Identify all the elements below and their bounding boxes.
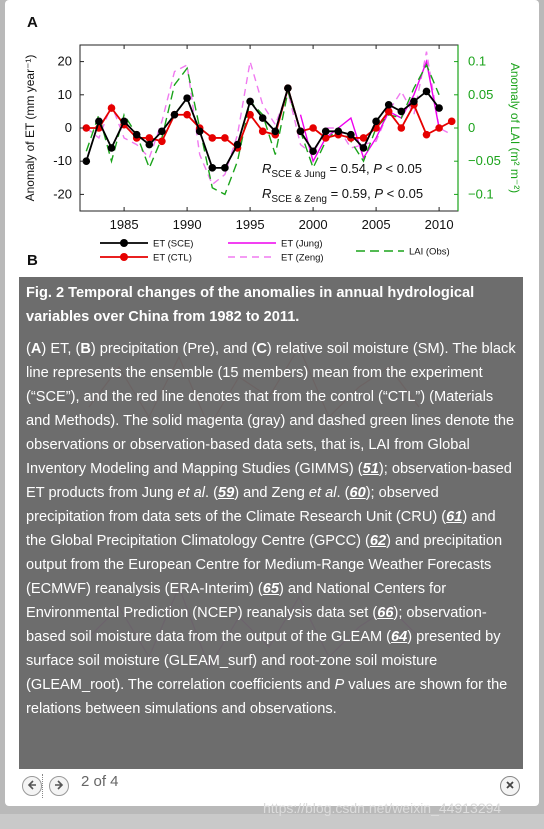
x-tick-label: 2000 bbox=[298, 217, 328, 232]
data-point bbox=[246, 98, 254, 106]
data-point bbox=[398, 124, 406, 132]
y-right-tick-label: 0 bbox=[468, 120, 476, 135]
y-right-tick-label: −0.1 bbox=[468, 186, 494, 202]
data-point bbox=[183, 111, 191, 119]
data-point bbox=[435, 104, 443, 112]
close-button[interactable] bbox=[500, 776, 520, 796]
legend-marker bbox=[120, 253, 128, 261]
correlation-annotation-jung: $R_{SCE \& Jung} = 0.54$, P < 0.05 bbox=[262, 161, 423, 180]
data-point bbox=[410, 98, 418, 106]
data-point bbox=[221, 164, 229, 172]
caption-title: Fig. 2 Temporal changes of the anomalies in annual hydrological variables over China from 1982 to 2011. bbox=[26, 285, 475, 325]
legend-label: LAI (Obs) bbox=[409, 246, 450, 258]
et-lai-chart bbox=[0, 0, 544, 270]
x-tick-label: 1995 bbox=[235, 217, 265, 232]
caption-body: (A) ET, (B) precipitation (Pre), and (C) relative soil moisture (SM). The black line represents the ensemble (15 members) mean from the experiment (“SCE”), and the red line denotes that from the control (“CTL”) (Materials and Methods). The solid magenta (gray) and dashed green lines denote the observations or observation-based data sets, that is, LAI from Global Inventory Modeling and Mapping Studies (GIMMS) (51); observation-based ET products from Jung et al. (59) and Zeng et al. (60); observed precipitation from data sets of the Climate Research Unit (CRU) (61) and the Global Precipitation Climatology Centre (GPCC) (62) and precipitation output from the European Centre for Medium-Range Weather Forecasts (ECMWF) reanalysis (ERA-Interim) (65) and National Centers for Environmental Prediction (NCEP) reanalysis data set (66); observation-based soil moisture data from the output of the GLEAM (64) presented by surface soil moisture (GLEAM_surf) and root-zone soil moisture (GLEAM_root). The correlation coefficients and P values are shown for the relations between simulations and observations. bbox=[26, 341, 516, 717]
legend-label: ET (Jung) bbox=[281, 238, 323, 250]
y-left-tick-label: -10 bbox=[53, 153, 72, 169]
data-point bbox=[335, 128, 343, 136]
y-left-tick-label: -20 bbox=[53, 186, 72, 202]
data-point bbox=[259, 114, 267, 122]
data-point bbox=[120, 118, 128, 126]
arrow-right-icon bbox=[54, 781, 64, 793]
data-point bbox=[398, 108, 406, 116]
data-point bbox=[196, 128, 204, 136]
data-point bbox=[158, 137, 166, 145]
legend-label: ET (Zeng) bbox=[281, 252, 324, 264]
data-point bbox=[347, 131, 355, 139]
figure-caption-overlay bbox=[19, 277, 523, 769]
panel-a-label: A bbox=[27, 14, 38, 31]
x-tick-label: 2010 bbox=[424, 217, 454, 232]
x-tick-label: 1990 bbox=[172, 217, 202, 232]
data-point bbox=[372, 118, 380, 126]
watermark-url: https://blog.csdn.net/weixin_44913294 bbox=[263, 800, 502, 816]
data-point bbox=[435, 124, 443, 132]
data-point bbox=[309, 124, 317, 132]
data-point bbox=[284, 84, 292, 92]
data-point bbox=[297, 128, 305, 136]
data-point bbox=[360, 144, 368, 152]
panel-b-label: B bbox=[27, 252, 38, 269]
y-right-tick-label: −0.05 bbox=[468, 153, 501, 169]
data-point bbox=[272, 128, 280, 136]
data-point bbox=[322, 128, 330, 136]
close-icon bbox=[505, 779, 515, 793]
data-point bbox=[423, 131, 431, 139]
legend-label: ET (CTL) bbox=[153, 252, 192, 264]
data-point bbox=[108, 144, 116, 152]
correlation-annotation-zeng: $R_{SCE \& Zeng} = 0.59$, P < 0.05 bbox=[262, 186, 424, 205]
data-point bbox=[221, 134, 229, 142]
nav-divider bbox=[42, 774, 43, 798]
data-point bbox=[146, 141, 154, 149]
page-counter: 2 of 4 bbox=[81, 773, 119, 790]
prev-button[interactable] bbox=[22, 776, 42, 796]
data-point bbox=[309, 147, 317, 155]
data-point bbox=[259, 128, 267, 136]
data-point bbox=[423, 88, 431, 96]
data-point bbox=[171, 111, 179, 119]
page-background-strip bbox=[0, 814, 544, 829]
y-right-axis-label: Anomaly of LAI (m² m⁻²) bbox=[508, 62, 522, 194]
y-right-tick-label: 0.05 bbox=[468, 86, 494, 102]
y-left-tick-label: 0 bbox=[64, 120, 72, 135]
next-button[interactable] bbox=[49, 776, 69, 796]
data-point bbox=[209, 134, 217, 142]
data-point bbox=[234, 141, 242, 149]
y-left-tick-label: 10 bbox=[57, 86, 72, 102]
data-point bbox=[209, 164, 217, 172]
legend-label: ET (SCE) bbox=[153, 238, 194, 250]
data-point bbox=[108, 104, 116, 112]
arrow-left-icon bbox=[27, 781, 37, 793]
x-tick-label: 1985 bbox=[109, 217, 139, 232]
x-tick-label: 2005 bbox=[361, 217, 391, 232]
y-left-axis-label: Anomaly of ET (mm year⁻¹) bbox=[23, 54, 37, 202]
y-left-tick-label: 20 bbox=[57, 53, 72, 69]
data-point bbox=[158, 128, 166, 136]
data-point bbox=[183, 94, 191, 102]
legend-marker bbox=[120, 239, 128, 247]
data-point bbox=[385, 101, 393, 109]
data-point bbox=[448, 118, 456, 126]
data-point bbox=[95, 118, 103, 126]
y-right-tick-label: 0.1 bbox=[468, 53, 487, 69]
data-point bbox=[133, 131, 141, 139]
